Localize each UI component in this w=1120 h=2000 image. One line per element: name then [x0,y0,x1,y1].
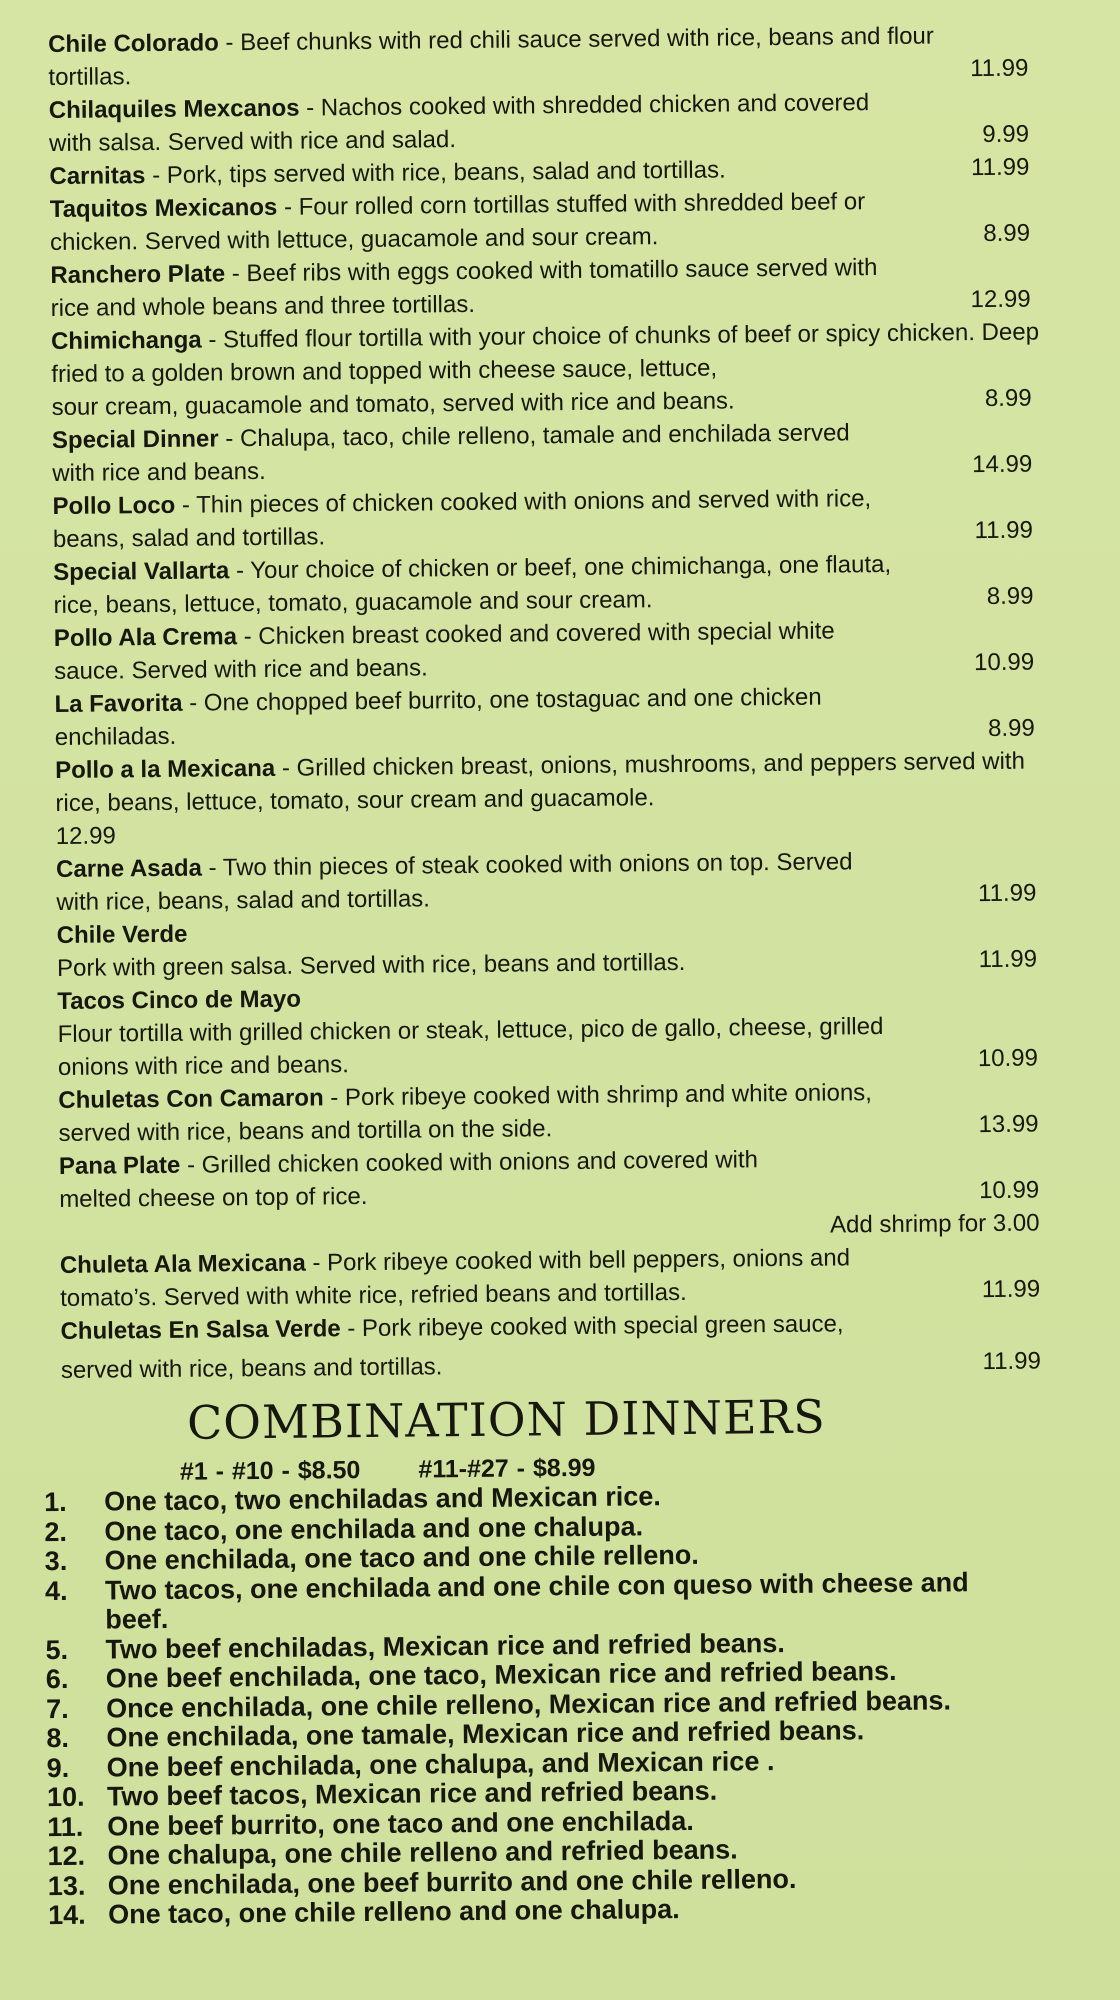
combo-description: One taco, one chile relleno and one chalupa. [107,1894,680,1930]
item-price: 11.99 [977,879,1037,908]
item-description: - Beef chunks with red chili sauce served with rice, beans and flour [218,22,934,57]
item-description: onions with rice and beans. [57,1051,349,1081]
item-name: Chuletas En Salsa Verde [60,1315,341,1345]
combo-description: One taco, two enchiladas and Mexican rice. [104,1481,661,1517]
item-name: Pollo Loco [52,491,176,520]
combo-description: One beef burrito, one taco and one enchilada. [107,1805,694,1842]
item-description: beans, salad and tortillas. [52,523,326,553]
combo-number: 1. [44,1486,67,1518]
combo-number: 2. [44,1516,68,1547]
item-name: La Favorita [54,689,183,718]
item-description: enchiladas. [54,722,177,751]
item-price: 11.99 [970,153,1030,182]
menu-item [52,480,1063,556]
combo-number: 14. [47,1899,86,1931]
menu-item [50,249,1061,325]
menu-item [54,612,1065,688]
item-price: 11.99 [982,1347,1041,1376]
menu-item [53,546,1064,622]
item-description: - Thin pieces of chicken cooked with onions and served with rice, [175,485,872,519]
menu-item [60,1239,1071,1315]
item-name: Special Dinner [51,425,219,454]
addon-note: Add shrimp for 3.00 [829,1209,1040,1239]
item-description: - Pork ribeye cooked with bell peppers, onions and [305,1244,851,1277]
menu-item [57,909,1068,985]
menu-item [54,678,1065,754]
combo-description: One enchilada, one tamale, Mexican rice and refried beans. [106,1715,865,1753]
item-name: Chile Verde [56,920,188,949]
item-description: with salsa. Served with rice and salad. [48,126,457,157]
item-price: 10.99 [973,648,1035,677]
combo-number: 5. [45,1634,69,1665]
item-price: 11.99 [978,945,1038,974]
combo-number: 9. [46,1752,70,1783]
item-description: sour cream, guacamole and tomato, served with rice and beans. [51,387,735,421]
item-description: melted cheese on top of rice. [59,1182,368,1213]
combo-description: One beef enchilada, one chalupa, and Mexican rice . [106,1745,775,1783]
item-description: served with rice, beans and tortilla on the side. [58,1115,553,1147]
item-description: rice, beans, lettuce, tomato, guacamole and sour cream. [53,586,653,619]
item-price: 8.99 [984,384,1032,413]
menu-item [55,744,1066,853]
combo-item [45,1567,1074,1636]
menu-item [57,975,1068,1084]
menu-item [60,1305,1071,1387]
item-price: 10.99 [979,1176,1040,1205]
menu-page [44,18,1076,1931]
combo-description: Once enchilada, one chile relleno, Mexican rice and refried beans. [105,1684,952,1724]
menu-item [52,414,1063,490]
item-description: - Your choice of chicken or beef, one chimichanga, one flauta, [229,550,892,585]
item-description: with rice, beans, salad and tortillas. [56,885,431,916]
item-description: - Chicken breast cooked and covered with special white [236,617,835,651]
section-title: COMBINATION DINNERS [186,1389,826,1450]
item-description: Pork with green salsa. Served with rice, beans and tortillas. [56,948,686,982]
item-description: sauce. Served with rice and beans. [54,654,428,685]
item-description: - Chalupa, taco, chile relleno, tamale and enchilada served [218,419,850,453]
item-description: tomato’s. Served with white rice, refried beans and tortillas. [60,1278,687,1312]
item-description: chicken. Served with lettuce, guacamole and sour cream. [49,223,659,256]
combo-number: 10. [46,1781,85,1813]
combo-number: 11. [47,1811,84,1842]
menu-item [49,84,1060,160]
item-description: - Nachos cooked with shredded chicken and covered [299,89,870,122]
combo-description: One beef enchilada, one taco, Mexican rice and refried beans. [105,1655,897,1694]
combo-number: 4. [44,1575,68,1606]
combo-number: 6. [45,1663,69,1695]
combo-description: One chalupa, one chile relleno and refried beans. [107,1834,738,1871]
item-name: Taquitos Mexicanos [49,193,278,223]
combo-description: One taco, one enchilada and one chalupa. [104,1510,644,1547]
item-price: 12.99 [55,822,116,850]
item-price: 11.99 [974,516,1033,545]
combo-number: 3. [44,1545,68,1577]
item-description: - Four rolled corn tortillas stuffed with shredded beef or [277,188,866,221]
combo-description: Two beef enchiladas, Mexican rice and refried beans. [105,1627,785,1665]
item-name: Chile Colorado [48,29,219,58]
menu-item [56,843,1067,919]
combo-number: 7. [45,1693,69,1724]
item-name: Carne Asada [55,854,203,883]
item-description: with rice and beans. [52,457,266,487]
combo-description: One enchilada, one taco and one chile relleno. [104,1539,699,1576]
item-name: Tacos Cinco de Mayo [57,985,302,1015]
item-name: Carnitas [49,162,146,190]
item-name: Chimichanga [50,326,202,355]
combo-price-range-1: #1 - #10 - $8.50 [179,1456,361,1486]
item-price: 8.99 [987,714,1035,743]
item-name: Pollo Ala Crema [53,623,238,652]
item-price: 11.99 [981,1275,1041,1304]
combo-price-range-2: #11-#27 - $8.99 [418,1453,596,1484]
item-description: - One chopped beef burrito, one tostaguac and one chicken [182,683,822,717]
menu-item [51,315,1062,424]
item-description: - Beef ribs with eggs cooked with tomatillo sauce served with [224,254,878,288]
item-name: Ranchero Plate [50,260,226,289]
combo-description: One enchilada, one beef burrito and one chile relleno. [107,1863,797,1901]
item-description: - Pork ribeye cooked with special green sauce, [340,1310,844,1343]
menu-item [50,183,1061,259]
combo-description: Two tacos, one enchilada and one chile con queso with cheese and beef. [104,1566,969,1635]
menu-item [58,1074,1069,1150]
item-price: 9.99 [982,120,1030,149]
item-description: - Pork, tips served with rice, beans, salad and tortillas. [145,156,726,190]
item-description: Flour tortilla with grilled chicken or steak, lettuce, pico de gallo, cheese, grilled [57,1013,884,1048]
item-name: Chuleta Ala Mexicana [59,1249,306,1279]
item-description: tortillas. [48,63,132,91]
item-price: 10.99 [977,1044,1039,1073]
item-name: Chuletas Con Camaron [58,1084,324,1114]
item-description: - Two thin pieces of steak cooked with onions on top. Served [201,848,853,882]
item-price: 12.99 [970,285,1031,314]
combo-description: Two beef tacos, Mexican rice and refried beans. [106,1775,718,1812]
combo-number: 12. [47,1840,86,1872]
item-description: - Stuffed flour tortilla with your choice of chunks of beef or spicy chicken. Deep fried to a golden brown and topped with cheese sauce, lettuce, [51,318,1040,388]
item-name: Special Vallarta [53,557,230,586]
item-description: - Grilled chicken breast, onions, mushrooms, and peppers served with rice, beans, lettuce, tomato, sour cream and guacamole. [55,747,1025,817]
item-price: 8.99 [983,219,1031,248]
item-name: Chilaquiles Mexcanos [48,94,300,124]
combo-number: 8. [46,1722,70,1754]
item-name: Pollo a la Mexicana [54,754,276,784]
item-price: 11.99 [970,54,1029,83]
item-description: - Grilled chicken cooked with onions and covered with [180,1146,759,1179]
menu-item [59,1140,1070,1216]
item-price: 13.99 [978,1110,1039,1139]
item-name: Pana Plate [58,1151,181,1180]
item-price: 8.99 [986,582,1034,611]
item-price: 14.99 [972,450,1033,479]
menu-item [48,18,1059,94]
item-description: - Pork ribeye cooked with shrimp and white onions, [323,1079,873,1112]
combo-number: 13. [47,1870,86,1901]
combo-list [44,1478,1076,1931]
item-description: served with rice, beans and tortillas. [60,1353,443,1384]
item-description: rice and whole beans and three tortillas. [50,290,476,322]
